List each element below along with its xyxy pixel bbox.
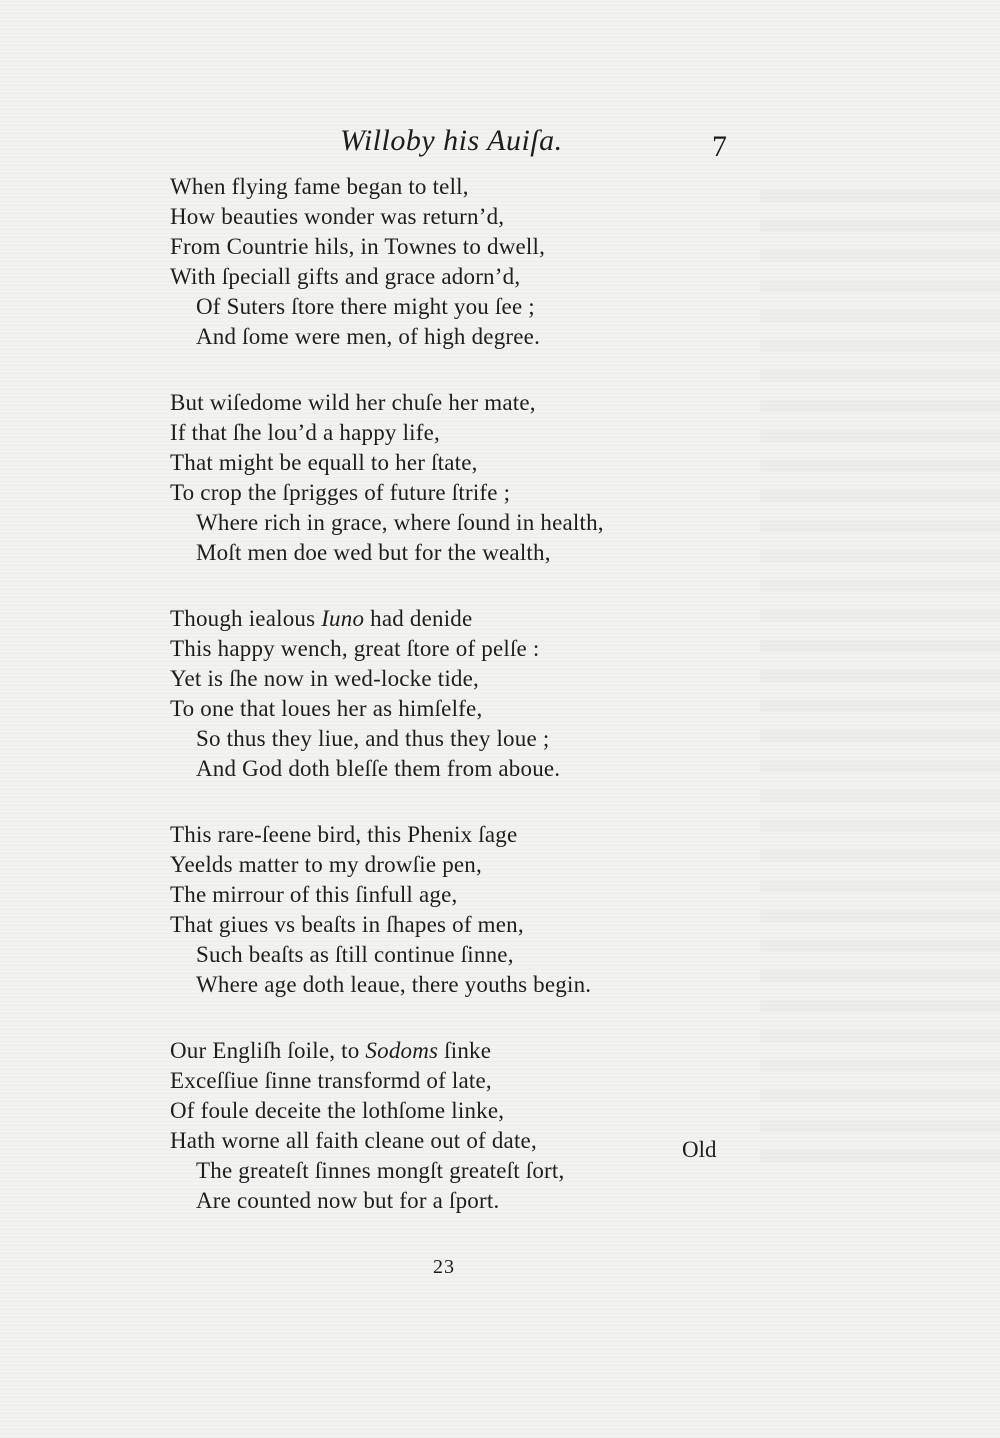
verse-line: Where age doth leaue, there youths begin.: [196, 972, 592, 997]
verse-line: With ſpeciall gifts and grace adorn’d,: [170, 264, 521, 289]
verse-line: To one that loues her as himſelfe,: [170, 696, 483, 721]
stanza-4: [170, 820, 770, 1000]
verse-line: Yet is ſhe now in wed-locke tide,: [170, 666, 479, 691]
show-through-shadow: [760, 190, 1000, 1170]
running-title: Willoby his Auiſa.: [340, 124, 563, 157]
italic-name: Iuno: [321, 606, 365, 631]
verse-line: Yeelds matter to my drowſie pen,: [170, 852, 482, 877]
stanza-2: [170, 388, 770, 568]
verse-line: When flying fame began to tell,: [170, 174, 469, 199]
verse-line: The greateſt ſinnes mongſt greateſt ſort,: [196, 1158, 565, 1183]
page-number: 23: [433, 1256, 455, 1278]
verse-line: So thus they liue, and thus they loue ;: [196, 726, 550, 751]
verse-line: That might be equall to her ſtate,: [170, 450, 478, 475]
verse-line: Moſt men doe wed but for the wealth,: [196, 540, 551, 565]
folio-number: 7: [712, 130, 727, 163]
verse-line: Of foule deceite the lothſome linke,: [170, 1098, 505, 1123]
verse-line: Hath worne all faith cleane out of date,: [170, 1128, 537, 1153]
verse-line: Such beaſts as ſtill continue ſinne,: [196, 942, 514, 967]
verse-line: Of Suters ſtore there might you ſee ;: [196, 294, 535, 319]
verse-text: Our Engliſh ſoile, to: [170, 1038, 366, 1063]
verse-line: The mirrour of this ſinfull age,: [170, 882, 458, 907]
italic-name: Sodoms: [365, 1038, 439, 1063]
verse-line: How beauties wonder was return’d,: [170, 204, 505, 229]
verse-text: had denide: [364, 606, 473, 631]
verse-line: But wiſedome wild her chuſe her mate,: [170, 390, 536, 415]
verse-line: Exceſſiue ſinne transformd of late,: [170, 1068, 492, 1093]
verse-line: This happy wench, great ſtore of pelſe :: [170, 636, 540, 661]
stanza-3: [170, 604, 770, 784]
verse-line: This rare-ſeene bird, this Phenix ſage: [170, 822, 518, 847]
verse-line: From Countrie hils, in Townes to dwell,: [170, 234, 546, 259]
verse-text: Though iealous: [170, 606, 322, 631]
verse-line: [170, 604, 770, 634]
verse-line: Are counted now but for a ſport.: [196, 1188, 500, 1213]
catchword: Old: [682, 1137, 717, 1162]
verse-line: That giues vs beaſts in ſhapes of men,: [170, 912, 524, 937]
verse-line: [170, 1036, 770, 1066]
verse-line: If that ſhe lou’d a happy life,: [170, 420, 440, 445]
stanza-5: [170, 1036, 770, 1216]
poem: [170, 172, 770, 1252]
verse-line: And God doth bleſſe them from aboue.: [196, 756, 561, 781]
verse-line: Where rich in grace, where ſound in health,: [196, 510, 604, 535]
verse-text: ſinke: [438, 1038, 492, 1063]
running-head: [0, 124, 1000, 168]
verse-line: To crop the ſprigges of future ſtrife ;: [170, 480, 511, 505]
verse-line: And ſome were men, of high degree.: [196, 324, 541, 349]
stanza-1: [170, 172, 770, 352]
